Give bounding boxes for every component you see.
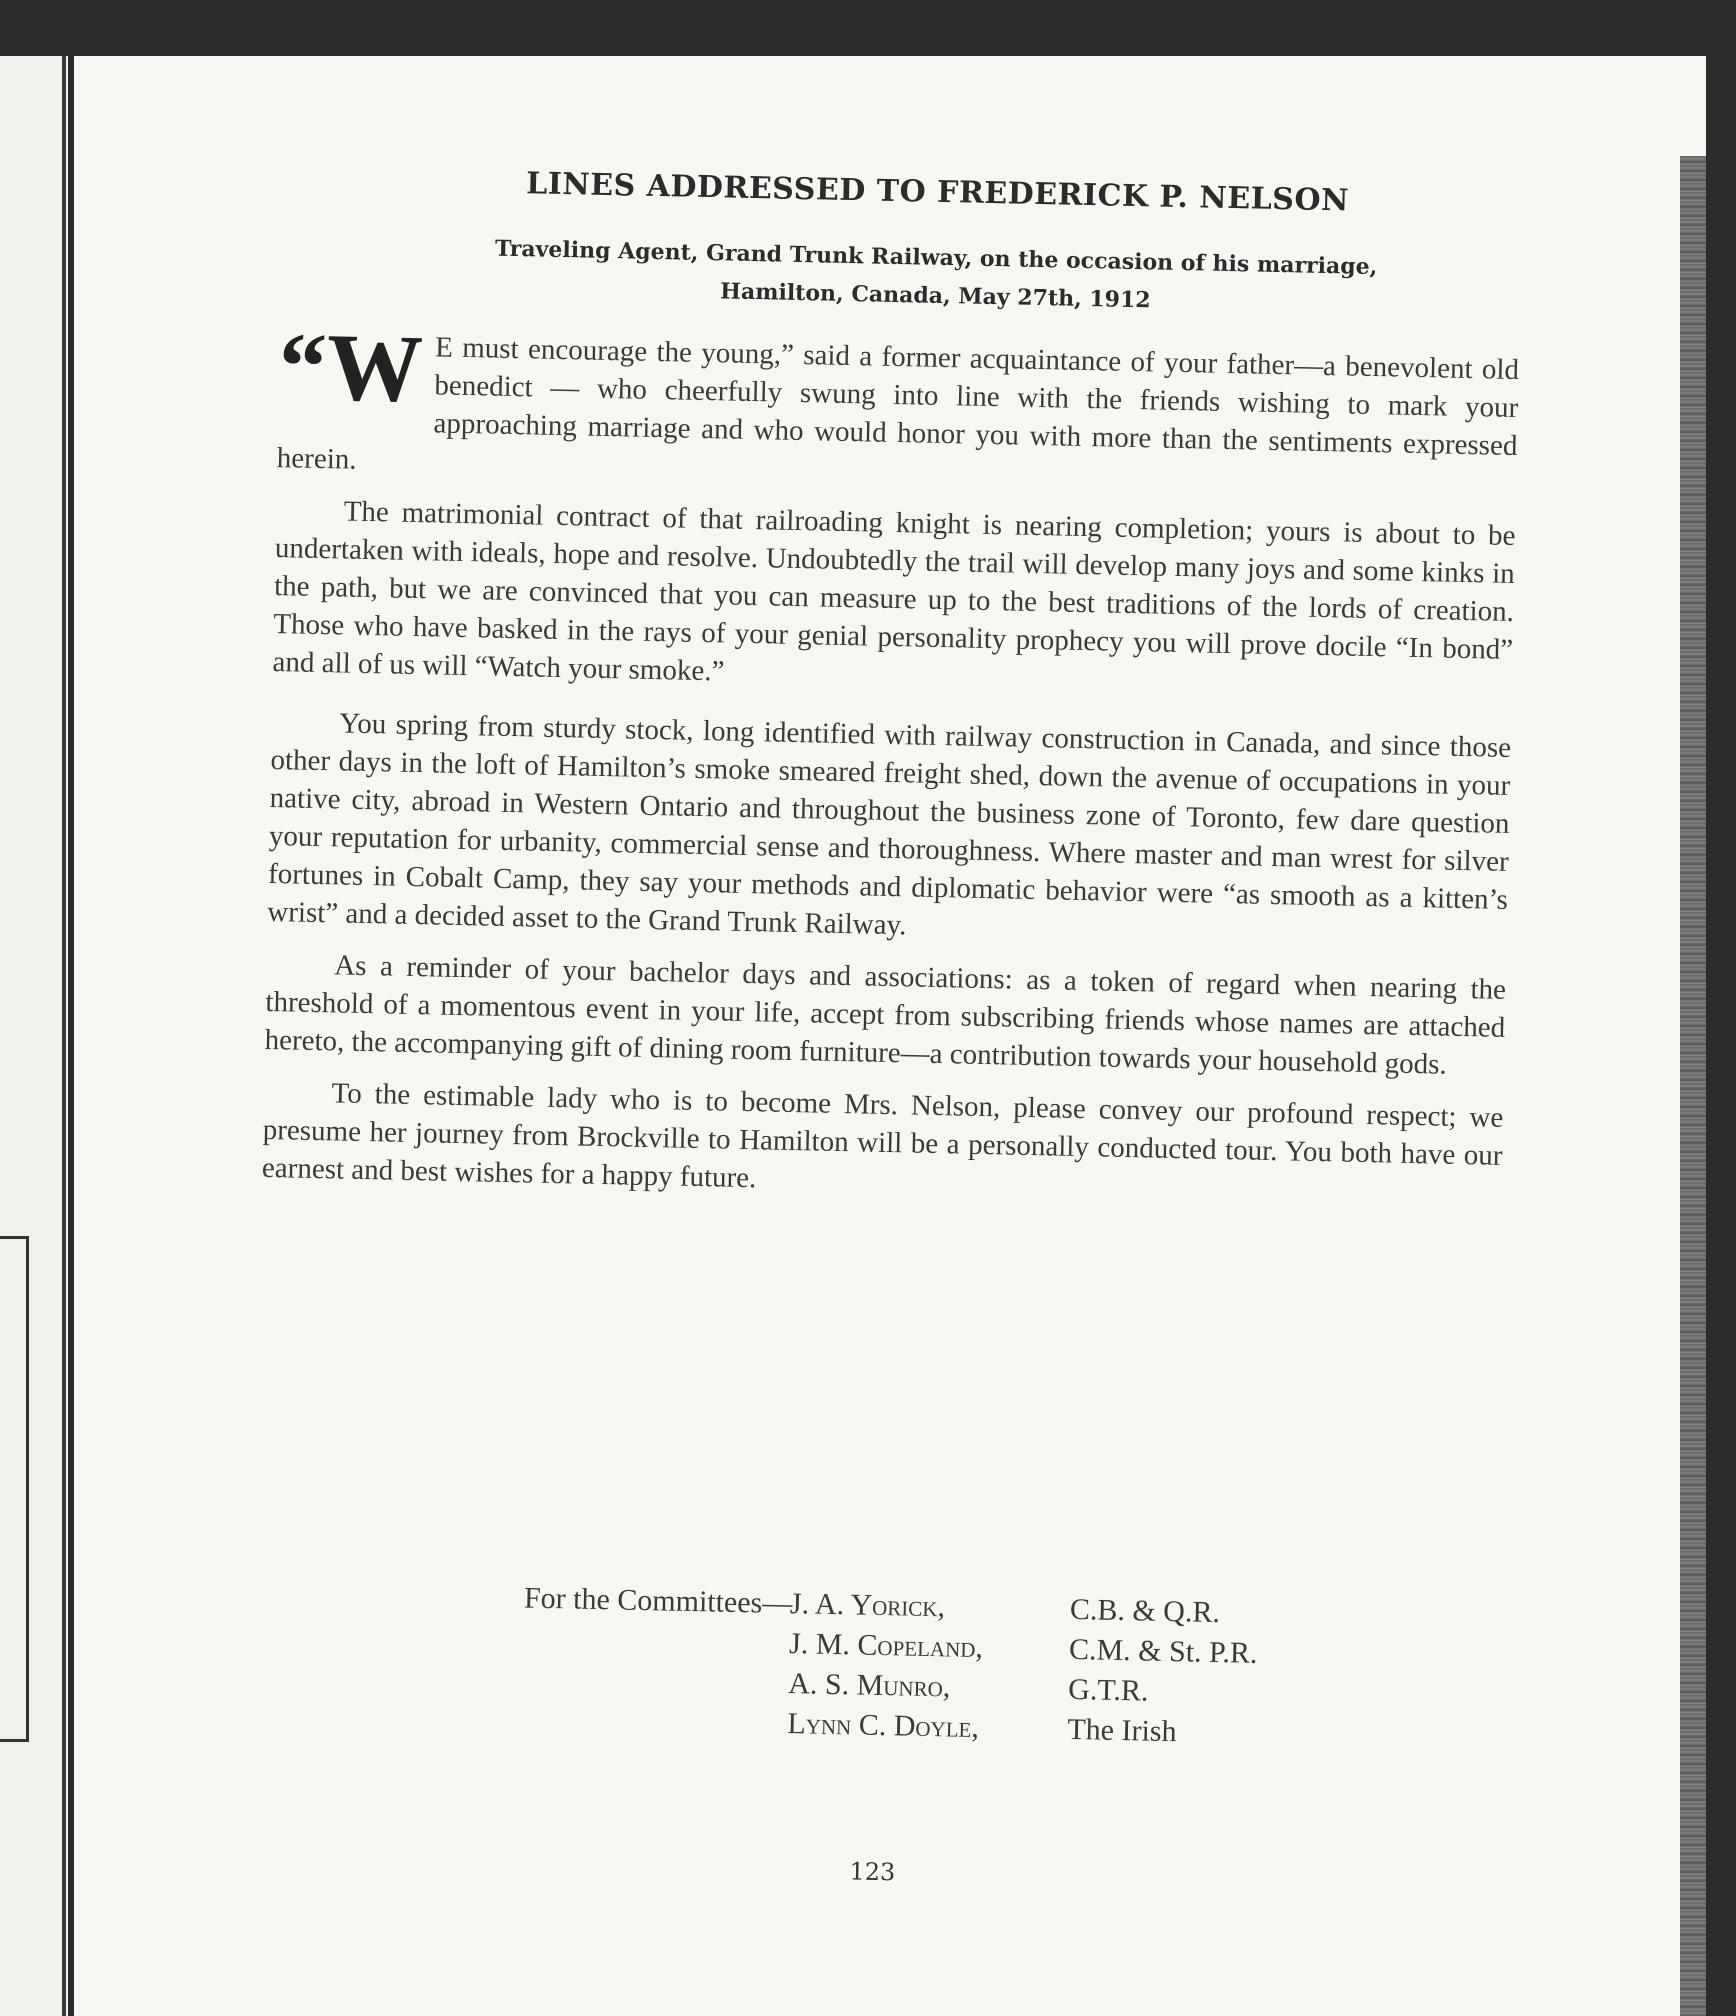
signatory-name: Lynn C. Doyle, xyxy=(787,1707,980,1745)
paragraph-3: You spring from sturdy stock, long identified with railway construction in Canada, and since those other days in the loft of Hamilton’s smoke smeared freight shed, down the avenue of occupations in your native city, abroad in Western Ontario and throughout the business zone of Toronto, few dare question your reputation for urbanity, commercial sense and thoroughness. Where master and man wrest for silver fortunes in Cobalt Camp, they say your methods and diplomatic behavior were “as smooth as a kitten’s wrist” and a decided asset to the Grand Trunk Railway. xyxy=(267,707,1512,942)
signatory-affiliation: G.T.R. xyxy=(1067,1672,1149,1708)
letter-body xyxy=(261,312,1520,1227)
signatory-affiliation: The Irish xyxy=(1067,1712,1177,1749)
paragraph-1 xyxy=(276,312,1520,503)
page-title: LINES ADDRESSED TO FREDERICK P. NELSON xyxy=(525,166,1350,219)
subtitle-line-1: Traveling Agent, Grand Trunk Railway, on the occasion of his marriage, xyxy=(494,235,1378,281)
page-number: 123 xyxy=(849,1857,896,1887)
signatory-affiliation: C.M. & St. P.R. xyxy=(1068,1632,1258,1670)
subtitle-line-2: Hamilton, Canada, May 27th, 1912 xyxy=(719,278,1151,314)
gutter-line xyxy=(62,56,66,2016)
signature-lead: For the Committees— xyxy=(523,1581,793,1621)
paragraph-1-text: E must encourage the young,” said a former acquaintance of your father—a benevolent old benedict — who cheerfully swung into line with the friends wishing to mark your approaching marriage and who would honor you with more than the sentiments expressed herein. xyxy=(276,331,1520,476)
signature-indent xyxy=(521,1698,788,1744)
signatory-name: A. S. Munro, xyxy=(787,1667,951,1704)
left-page-frame xyxy=(0,1236,29,1742)
signatory-affiliation: C.B. & Q.R. xyxy=(1069,1592,1221,1630)
paragraph-4: As a reminder of your bachelor days and associations: as a token of regard when nearing the threshold of a momentous event in your life, accept from subscribing friends whose names are attached hereto, the accompanying gift of dining room furniture—a contribution towards your household gods. xyxy=(264,949,1507,1081)
signature-indent xyxy=(523,1618,790,1664)
paragraph-2: The matrimonial contract of that railroading knight is nearing completion; yours is about to be undertaken with ideals, hope and resolve. Undoubtedly the trail will develop many joys and some kinks in the path, but we are convinced that you can measure up to the best traditions of the lords of creation. Those who have basked in the rays of your genial personality prophecy you will prove docile “In bond” and all of us will “Watch your smoke.” xyxy=(272,495,1516,688)
drop-cap-letter: W xyxy=(325,313,424,423)
book-page xyxy=(74,56,1706,2016)
drop-cap xyxy=(277,312,424,423)
signature-block xyxy=(521,1579,1259,1754)
signatory-name: J. A. Yorick, xyxy=(789,1587,946,1624)
paragraph-5: To the estimable lady who is to become Mrs. Nelson, please convey our profound respect; we presume her journey from Brockville to Hamilton will be a personally conducted tour. You both have our earnest and best wishes for a happy future. xyxy=(261,1077,1504,1195)
page-subtitle xyxy=(245,224,1626,329)
page-content xyxy=(74,56,1706,2016)
signatory-name: J. M. Copeland, xyxy=(788,1627,984,1665)
opening-quote: “ xyxy=(277,312,328,421)
page-stack-edge xyxy=(1680,156,1706,2016)
signature-indent xyxy=(522,1658,789,1704)
left-page-edge xyxy=(0,56,68,2016)
